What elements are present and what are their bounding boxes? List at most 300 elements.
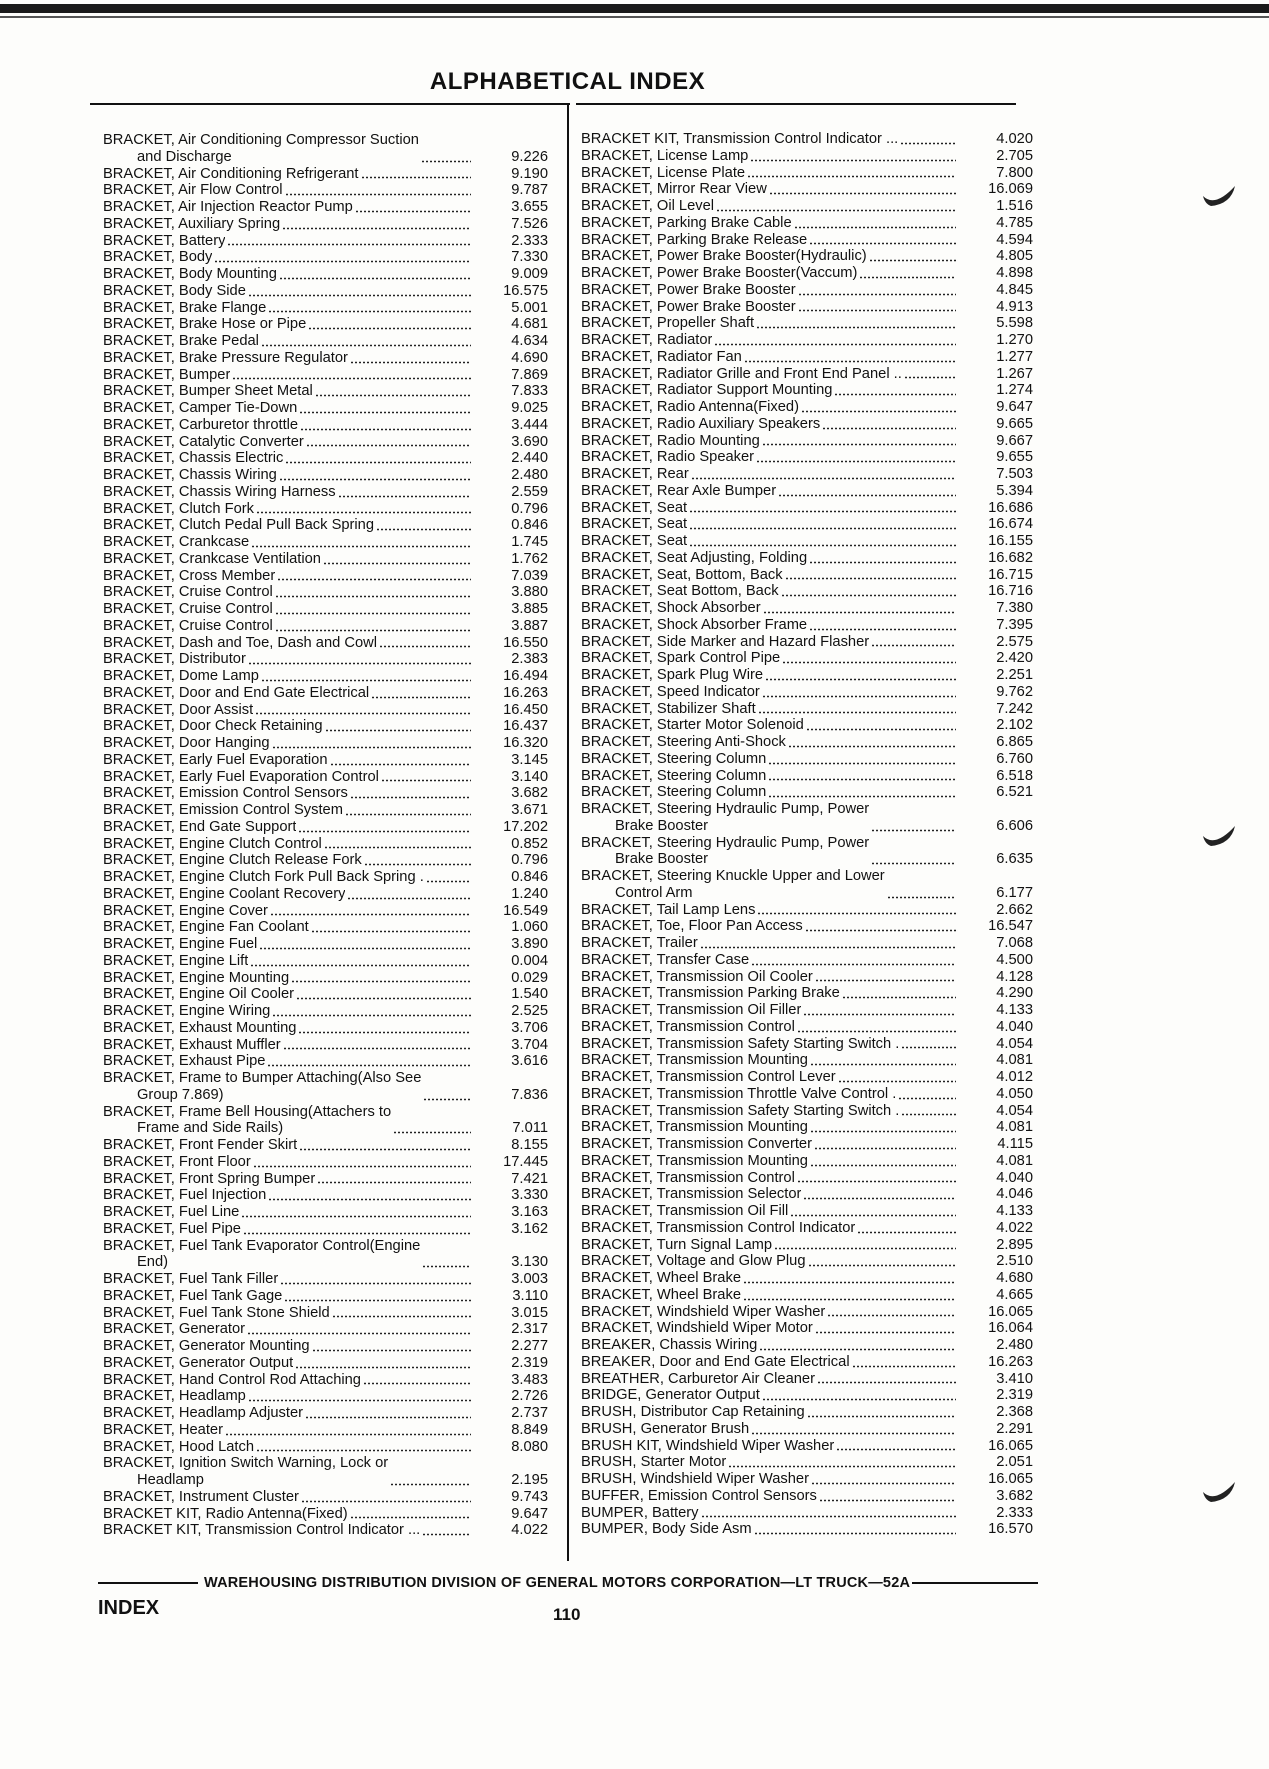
entry-lines: [581, 1153, 808, 1170]
entry-label: [581, 1287, 959, 1304]
entry-text: BRACKET, Crankcase Ventilation: [103, 550, 321, 567]
dot-leader: [275, 587, 471, 598]
entry-lines: [103, 1305, 330, 1322]
entry-lines: [581, 248, 867, 265]
entry-text: BRACKET, Transmission Parking Brake: [581, 985, 840, 1002]
dot-leader: [272, 1006, 471, 1017]
entry-group-number: 7.421: [511, 1170, 548, 1187]
entry-text: BRACKET, Bumper: [103, 366, 231, 383]
dot-leader: [900, 134, 956, 145]
index-entry: [103, 903, 548, 920]
entry-group-number: 2.051: [996, 1454, 1033, 1471]
entry-text: BREATHER, Carburetor Air Cleaner: [581, 1370, 815, 1387]
dot-leader: [806, 720, 956, 731]
entry-group-number: 0.852: [511, 835, 548, 852]
entry-lines: [103, 1288, 282, 1305]
entry-label: [103, 718, 474, 735]
entry-lines: [103, 467, 277, 484]
entry-label: [581, 232, 959, 249]
entry-label: [103, 1037, 474, 1054]
entry-group-number: 16.686: [988, 499, 1033, 516]
entry-label: [581, 198, 959, 215]
entry-lines: [103, 1221, 241, 1238]
index-entry: [581, 500, 1033, 517]
entry-group-number: 17.445: [503, 1153, 548, 1170]
dot-leader: [243, 1224, 471, 1235]
entry-lines: [103, 1003, 270, 1020]
entry-lines: [103, 936, 257, 953]
entry-lines: [581, 1505, 699, 1522]
entry-label: [103, 785, 474, 802]
entry-group-number: 4.681: [511, 316, 548, 333]
entry-lines: [581, 215, 792, 232]
index-entry: [581, 1253, 1033, 1270]
dot-leader: [248, 286, 471, 297]
index-entry: [581, 1270, 1033, 1287]
entry-label: [103, 869, 474, 886]
entry-text: BRACKET, Radiator: [581, 332, 713, 348]
entry-group-number: 16.155: [988, 533, 1033, 549]
entry-label: [103, 1455, 474, 1489]
entry-group-number: 2.333: [511, 232, 548, 249]
dot-leader: [422, 1257, 471, 1268]
entry-lines: [581, 1019, 795, 1036]
entry-text: BRACKET, Brake Pressure Regulator: [103, 349, 348, 366]
entry-label: [581, 248, 959, 265]
entry-text: BRACKET, Air Flow Control: [103, 182, 283, 199]
index-entry: [103, 618, 548, 635]
entry-label: [581, 835, 959, 869]
entry-text: BRACKET, Crankcase: [103, 534, 250, 550]
entry-lines: [581, 1454, 726, 1471]
entry-label: [103, 1305, 474, 1322]
entry-lines: [103, 166, 359, 183]
entry-label: [103, 1053, 474, 1070]
entry-text: BRACKET, Power Brake Booster(Hydraulic): [581, 248, 867, 265]
index-entry: [581, 617, 1033, 634]
entry-group-number: 1.745: [511, 534, 548, 550]
entry-group-number: 16.550: [503, 634, 548, 651]
entry-text: BRACKET, Dome Lamp: [103, 668, 259, 684]
entry-group-number: 1.277: [996, 348, 1033, 365]
index-entry: [103, 400, 548, 417]
dot-leader: [285, 453, 471, 464]
entry-label: [103, 1522, 474, 1539]
index-entry: [103, 869, 548, 886]
entry-text: BRACKET, Power Brake Booster: [581, 281, 796, 298]
entry-text: and Discharge: [137, 148, 232, 165]
index-entry: [103, 1154, 548, 1171]
dot-leader: [214, 252, 471, 263]
entry-label: [103, 886, 474, 903]
entry-label: [581, 483, 959, 500]
index-entry: [103, 1204, 548, 1221]
entry-text: BRACKET, Early Fuel Evaporation: [103, 751, 328, 768]
index-entry: [103, 1104, 548, 1138]
entry-group-number: 2.319: [996, 1387, 1033, 1404]
entry-group-number: 2.575: [996, 633, 1033, 650]
index-entry: [581, 299, 1033, 316]
entry-lines: [103, 383, 313, 400]
entry-group-number: 7.503: [996, 466, 1033, 482]
entry-text: BRACKET, Oil Level: [581, 198, 715, 214]
entry-group-number: 2.440: [511, 450, 548, 467]
entry-label: [581, 1387, 959, 1404]
entry-lines: [581, 550, 807, 567]
entry-group-number: 4.665: [996, 1286, 1033, 1303]
entry-label: [581, 567, 959, 584]
index-entry: [581, 131, 1033, 148]
entry-text: BRACKET, Frame to Bumper Attaching(Also See: [103, 1070, 422, 1086]
index-entry: [103, 1506, 548, 1523]
entry-text: BRACKET, Camper Tie-Down: [103, 400, 298, 416]
entry-group-number: 4.046: [996, 1186, 1033, 1203]
entry-text: BRACKET, Exhaust Muffler: [103, 1036, 281, 1053]
entry-lines: [103, 434, 304, 451]
entry-group-number: 4.081: [996, 1119, 1033, 1136]
entry-label: [103, 702, 474, 719]
entry-group-number: 1.060: [511, 919, 548, 936]
entry-lines: [103, 1020, 296, 1037]
entry-lines: [581, 600, 761, 617]
header-rule-right: [576, 103, 1016, 105]
entry-label: [103, 819, 474, 836]
entry-group-number: 7.833: [511, 383, 548, 400]
entry-group-number: 3.706: [511, 1019, 548, 1036]
entry-lines: [103, 233, 225, 250]
index-entry: [581, 1438, 1033, 1455]
dot-leader: [371, 688, 471, 699]
entry-lines: [581, 1186, 801, 1203]
entry-text: BRACKET KIT, Radio Antenna(Fixed): [103, 1505, 348, 1522]
dot-leader: [750, 151, 956, 162]
entry-label: [581, 701, 959, 718]
dot-leader: [716, 201, 956, 212]
dot-leader: [811, 1474, 956, 1485]
entry-lines: [581, 181, 767, 198]
dot-leader: [759, 1340, 956, 1351]
entry-group-number: 3.003: [511, 1271, 548, 1287]
entry-group-number: 9.647: [996, 399, 1033, 415]
entry-label: [581, 148, 959, 165]
entry-text: BRACKET, Engine Oil Cooler: [103, 986, 295, 1003]
index-entry: [581, 1203, 1033, 1220]
dot-leader: [814, 1139, 956, 1150]
entry-text: BRACKET, Fuel Injection: [103, 1187, 267, 1204]
dot-leader: [426, 872, 471, 883]
dot-leader: [801, 402, 956, 413]
dot-leader: [747, 167, 956, 178]
entry-label: [103, 752, 474, 769]
entry-lines: [581, 516, 687, 533]
entry-lines: [103, 651, 246, 668]
entry-lines: [581, 868, 885, 902]
dot-leader: [689, 536, 956, 547]
dot-leader: [308, 319, 471, 330]
entry-label: [103, 903, 474, 920]
entry-text: BRACKET, Transmission Throttle Valve Control .: [581, 1085, 897, 1102]
entry-group-number: 5.001: [511, 299, 548, 316]
entry-lines: [103, 819, 296, 836]
index-entry: [581, 1136, 1033, 1153]
index-column-left: [103, 132, 548, 1539]
entry-label: [103, 936, 474, 953]
entry-label: [103, 467, 474, 484]
index-entry: [103, 1221, 548, 1238]
entry-group-number: 0.796: [511, 852, 548, 869]
entry-group-number: 0.796: [511, 500, 548, 517]
entry-group-number: 9.025: [511, 400, 548, 416]
entry-group-number: 1.274: [996, 382, 1033, 399]
entry-lines: [581, 332, 712, 349]
dot-leader: [275, 621, 471, 632]
entry-group-number: 3.140: [511, 768, 548, 785]
entry-label: [581, 1069, 959, 1086]
entry-text: BRACKET, Spark Control Pipe: [581, 650, 781, 667]
entry-label: [103, 501, 474, 518]
entry-lines: [103, 1372, 361, 1389]
entry-text: Brake Booster: [615, 817, 709, 834]
entry-label: [581, 1203, 959, 1220]
entry-label: [581, 717, 959, 734]
entry-label: [103, 1388, 474, 1405]
dot-leader: [838, 1072, 956, 1083]
entry-group-number: 2.525: [511, 1003, 548, 1019]
entry-group-number: 6.760: [996, 750, 1033, 767]
entry-group-number: 4.081: [996, 1052, 1033, 1069]
entry-lines: [103, 970, 289, 987]
entry-label: [103, 1271, 474, 1288]
dot-leader: [871, 854, 956, 865]
entry-lines: [581, 801, 869, 835]
dot-leader: [347, 889, 471, 900]
dot-leader: [324, 838, 471, 849]
index-entry: [581, 751, 1033, 768]
dot-leader: [317, 1173, 471, 1184]
entry-lines: [103, 953, 248, 970]
entry-group-number: 2.291: [996, 1420, 1033, 1437]
entry-text: BRACKET, Body Side: [103, 282, 246, 299]
entry-text: BRACKET, Instrument Cluster: [103, 1488, 299, 1505]
entry-label: [103, 233, 474, 250]
entry-lines: [581, 299, 796, 316]
index-entry: [581, 868, 1033, 902]
entry-lines: [103, 1154, 251, 1171]
index-entry: [581, 1320, 1033, 1337]
entry-label: [581, 1170, 959, 1187]
entry-label: [103, 367, 474, 384]
entry-lines: [581, 315, 754, 332]
entry-lines: [581, 1387, 760, 1404]
dot-leader: [700, 938, 956, 949]
dot-leader: [809, 553, 956, 564]
dot-leader: [268, 1190, 471, 1201]
entry-group-number: 7.242: [996, 700, 1033, 717]
entry-label: [581, 1404, 959, 1421]
entry-text: BRACKET, Transmission Oil Filler: [581, 1002, 802, 1018]
index-entry: [581, 198, 1033, 215]
dot-leader: [284, 1291, 471, 1302]
entry-text: BRACKET, Transmission Selector: [581, 1186, 802, 1203]
index-entry: [581, 768, 1033, 785]
entry-text: BRACKET, Steering Knuckle Upper and Lower: [581, 868, 885, 884]
entry-label: [581, 667, 959, 684]
index-entry: [581, 1103, 1033, 1120]
entry-label: [581, 416, 959, 433]
index-entry: [581, 667, 1033, 684]
entry-lines: [581, 902, 755, 919]
entry-label: [581, 1002, 959, 1019]
index-entry: [103, 970, 548, 987]
dot-leader: [332, 1307, 471, 1318]
entry-label: [581, 868, 959, 902]
entry-label: [581, 784, 959, 801]
dot-leader: [298, 822, 471, 833]
entry-group-number: 4.845: [996, 281, 1033, 298]
index-entry: [581, 399, 1033, 416]
index-entry: [103, 434, 548, 451]
entry-text: BRACKET, Engine Cover: [103, 902, 268, 919]
entry-label: [103, 1506, 474, 1523]
index-entry: [103, 1388, 548, 1405]
entry-text: BRACKET, Transmission Control Lever: [581, 1069, 836, 1085]
entry-lines: [103, 266, 277, 283]
entry-lines: [581, 952, 749, 969]
entry-text: BRACKET, Air Injection Reactor Pump: [103, 199, 353, 215]
entry-text: BRACKET, Exhaust Mounting: [103, 1019, 297, 1036]
entry-label: [581, 533, 959, 550]
entry-group-number: 3.162: [511, 1220, 548, 1237]
entry-lines: [103, 1489, 299, 1506]
entry-lines: [581, 667, 763, 684]
entry-label: [103, 199, 474, 216]
entry-text: BRACKET, Fuel Tank Filler: [103, 1271, 279, 1287]
dot-leader: [817, 1373, 956, 1384]
dot-leader: [285, 185, 471, 196]
entry-group-number: 3.444: [511, 416, 548, 433]
entry-text: BREAKER, Chassis Wiring: [581, 1337, 758, 1353]
entry-group-number: 7.869: [511, 366, 548, 383]
entry-label: [103, 651, 474, 668]
dot-leader: [261, 336, 471, 347]
dot-leader: [762, 1390, 956, 1401]
index-entry: [581, 717, 1033, 734]
dot-leader: [797, 1022, 956, 1033]
entry-lines: [103, 919, 309, 936]
entry-group-number: 2.510: [996, 1253, 1033, 1270]
entry-group-number: 2.895: [996, 1236, 1033, 1253]
entry-label: [103, 986, 474, 1003]
entry-text: BRACKET, Engine Clutch Fork Pull Back Spring .: [103, 869, 424, 885]
entry-text: BRACKET, Engine Mounting: [103, 969, 290, 986]
entry-text: BRACKET, Seat: [581, 516, 688, 533]
entry-label: [581, 751, 959, 768]
dot-leader: [355, 202, 471, 213]
index-entry: [581, 1237, 1033, 1254]
entry-text: BRACKET, Voltage and Glow Plug: [581, 1253, 806, 1270]
dot-leader: [363, 1374, 471, 1385]
entry-label: [581, 1521, 959, 1538]
entry-label: [581, 734, 959, 751]
entry-group-number: 16.570: [988, 1521, 1033, 1538]
entry-text: BUMPER, Body Side Asm: [581, 1521, 752, 1538]
entry-lines: [103, 534, 249, 551]
entry-text: BRACKET, Transmission Control Indicator: [581, 1219, 856, 1236]
dot-leader: [282, 219, 471, 230]
entry-text: BRACKET, Carburetor throttle: [103, 416, 299, 433]
dot-leader: [781, 586, 956, 597]
index-entry: [103, 350, 548, 367]
index-entry: [103, 383, 548, 400]
index-entry: [581, 1421, 1033, 1438]
binder-clip-icon: [1201, 182, 1239, 210]
entry-lines: [103, 1422, 223, 1439]
dot-leader: [227, 235, 471, 246]
entry-label: [103, 568, 474, 585]
entry-lines: [103, 182, 283, 199]
index-entry: [103, 735, 548, 752]
entry-lines: [581, 349, 742, 366]
entry-lines: [103, 199, 353, 216]
dot-leader: [423, 1090, 471, 1101]
index-entry: [103, 769, 548, 786]
entry-group-number: 9.009: [511, 266, 548, 282]
dot-leader: [756, 452, 956, 463]
dot-leader: [803, 1189, 956, 1200]
dot-leader: [256, 1441, 471, 1452]
entry-label: [103, 316, 474, 333]
entry-group-number: 9.787: [511, 182, 548, 199]
entry-group-number: 2.383: [511, 651, 548, 668]
index-entry: [581, 533, 1033, 550]
dot-leader: [798, 301, 956, 312]
entry-group-number: 4.634: [511, 333, 548, 349]
entry-label: [581, 617, 959, 634]
entry-group-number: 4.290: [996, 985, 1033, 1002]
page-number: 110: [553, 1605, 581, 1624]
entry-label: [581, 801, 959, 835]
dot-leader: [808, 1256, 956, 1267]
entry-label: [581, 985, 959, 1002]
dot-leader: [782, 653, 956, 664]
entry-text: BRACKET, Heater: [103, 1421, 223, 1438]
entry-text: BRACKET, Radio Auxiliary Speakers: [581, 415, 821, 432]
entry-label: [103, 584, 474, 601]
entry-text: BRACKET, Chassis Wiring Harness: [103, 483, 336, 500]
dot-leader: [256, 503, 471, 514]
dot-leader: [852, 1357, 956, 1368]
entry-text: BRACKET, Auxiliary Spring: [103, 215, 281, 232]
entry-text: BRACKET, License Plate: [581, 164, 746, 181]
entry-lines: [103, 1455, 388, 1489]
entry-label: [581, 516, 959, 533]
index-entry: [581, 583, 1033, 600]
index-entry: [581, 902, 1033, 919]
dot-leader: [315, 386, 471, 397]
dot-leader: [291, 972, 471, 983]
entry-label: [581, 952, 959, 969]
entry-lines: [103, 1053, 265, 1070]
entry-group-number: 16.263: [988, 1353, 1033, 1370]
index-entry: [581, 1036, 1033, 1053]
header-rule-left: [90, 103, 570, 105]
dot-leader: [248, 654, 471, 665]
entry-group-number: 4.913: [996, 298, 1033, 315]
dot-leader: [794, 218, 956, 229]
index-entry: [103, 819, 548, 836]
dot-leader: [810, 1122, 956, 1133]
entry-group-number: 2.480: [511, 467, 548, 483]
